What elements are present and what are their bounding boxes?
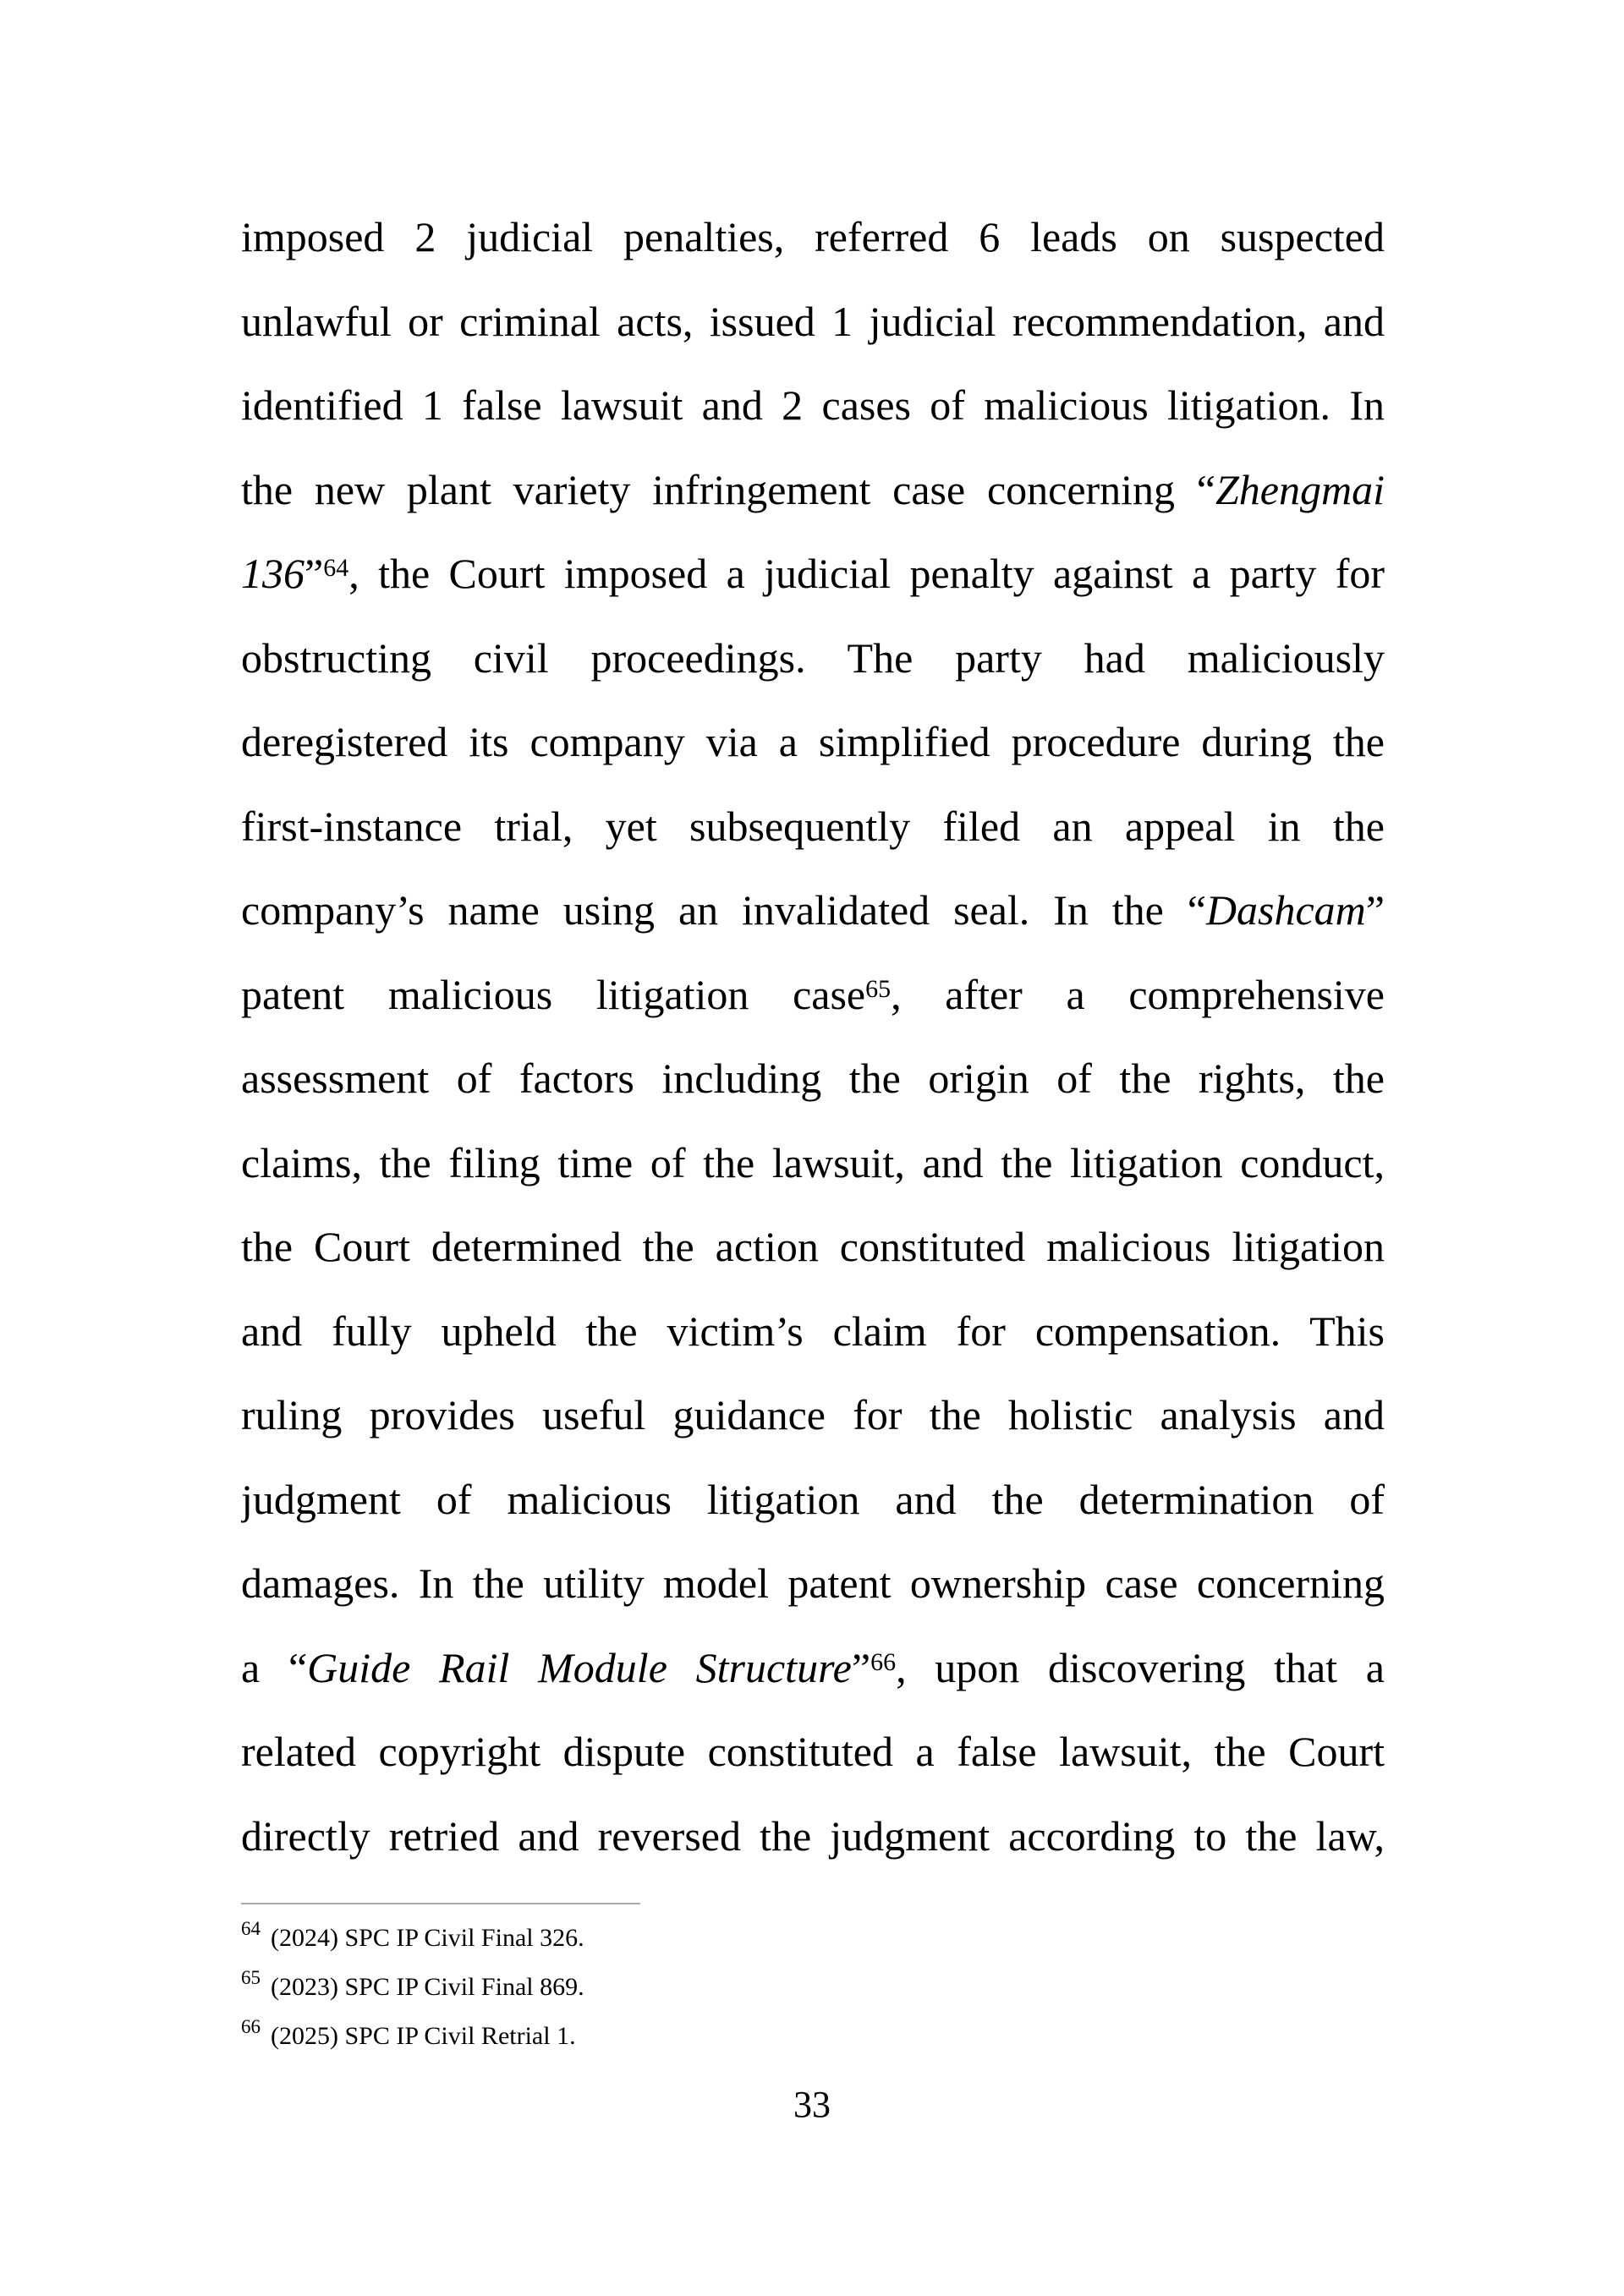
text-line-15: [241, 1373, 1385, 1458]
text-line-18: [241, 1626, 1385, 1711]
text-line-9: [241, 869, 1385, 953]
case-name-italic: Zhengmai: [1215, 465, 1385, 513]
text-line-20: [241, 1795, 1385, 1879]
text-line-4: [241, 448, 1385, 533]
body-text: obstructing civil proceedings. The party had maliciously: [241, 633, 1385, 682]
body-text: related copyright dispute constituted a false lawsuit, the Court: [241, 1728, 1385, 1775]
body-text: and fully upheld the victim’s claim for compensation. This: [241, 1307, 1385, 1355]
body-text: unlawful or criminal acts, issued 1 judicial recommendation, and: [241, 297, 1385, 345]
text-line-16: [241, 1458, 1385, 1543]
text-line-3: [241, 364, 1385, 448]
text-line-8: [241, 785, 1385, 869]
footnote-65: [241, 1963, 1385, 2012]
text-line-6: [241, 616, 1385, 701]
body-text: the Court determined the action constituted malicious litigation: [241, 1223, 1385, 1270]
body-text: directly retried and reversed the judgment according to the law,: [241, 1811, 1385, 1860]
footnote-64: [241, 1914, 1385, 1963]
footnote-separator: [241, 1903, 640, 1904]
footnote-66: [241, 2012, 1385, 2061]
body-text: patent malicious litigation case: [241, 970, 866, 1018]
text-line-13: [241, 1205, 1385, 1290]
text-line-5: [241, 532, 1385, 616]
text-line-7: [241, 700, 1385, 785]
text-line-1: [241, 195, 1385, 280]
footnote-marker: 65: [241, 1967, 261, 1988]
footnote-marker: 66: [241, 2016, 261, 2037]
body-text: , the Court imposed a judicial penalty against a party for: [348, 550, 1385, 597]
text-line-19: [241, 1710, 1385, 1795]
paragraph: [241, 195, 1385, 1878]
footnotes: [241, 1914, 1385, 2061]
body-text: assessment of factors including the origin of the rights, the: [241, 1055, 1385, 1102]
footnote-text: (2024) SPC IP Civil Final 326.: [271, 1924, 584, 1952]
body-text: imposed 2 judicial penalties, referred 6 leads on suspected: [241, 213, 1385, 260]
footnote-reference: 65: [865, 974, 892, 1003]
body-text: first-instance trial, yet subsequently filed an appeal in the: [241, 802, 1385, 850]
body-text: the new plant variety infringement case concerning “: [241, 465, 1215, 513]
body-text: company’s name using an invalidated seal. In the “: [241, 886, 1206, 934]
body-text: ”: [304, 550, 324, 597]
footnote-reference: 66: [870, 1647, 897, 1676]
body-text: , after a comprehensive: [891, 970, 1385, 1018]
body-text: claims, the filing time of the lawsuit, and the litigation conduct,: [241, 1138, 1385, 1186]
footnote-text: (2025) SPC IP Civil Retrial 1.: [271, 2022, 576, 2050]
footnote-reference: 64: [323, 554, 349, 582]
text-line-12: [241, 1121, 1385, 1206]
body-text: judgment of malicious litigation and the determination of: [241, 1475, 1385, 1523]
page-number: 33: [793, 2084, 831, 2125]
footnote-text: (2023) SPC IP Civil Final 869.: [271, 1973, 584, 2001]
body-text: ”: [1365, 886, 1385, 934]
body-text: , upon discovering that a: [896, 1643, 1385, 1691]
case-name-italic: Dashcam: [1205, 886, 1366, 934]
case-name-italic: 136: [241, 550, 304, 597]
text-line-17: [241, 1542, 1385, 1626]
body-text: ”: [851, 1643, 871, 1691]
body-text: damages. In the utility model patent ownership case concerning: [241, 1559, 1385, 1607]
text-line-10: [241, 953, 1385, 1038]
footnote-marker: 64: [241, 1918, 261, 1939]
case-name-italic: Guide Rail Module Structure: [307, 1643, 852, 1691]
body-text: a “: [241, 1643, 308, 1691]
body-text: deregistered its company via a simplified procedure during the: [241, 718, 1385, 765]
body-text: identified 1 false lawsuit and 2 cases of malicious litigation. In: [241, 381, 1385, 429]
text-line-11: [241, 1037, 1385, 1121]
text-line-2: [241, 280, 1385, 364]
text-line-14: [241, 1290, 1385, 1374]
body-text: ruling provides useful guidance for the holistic analysis and: [241, 1391, 1385, 1438]
